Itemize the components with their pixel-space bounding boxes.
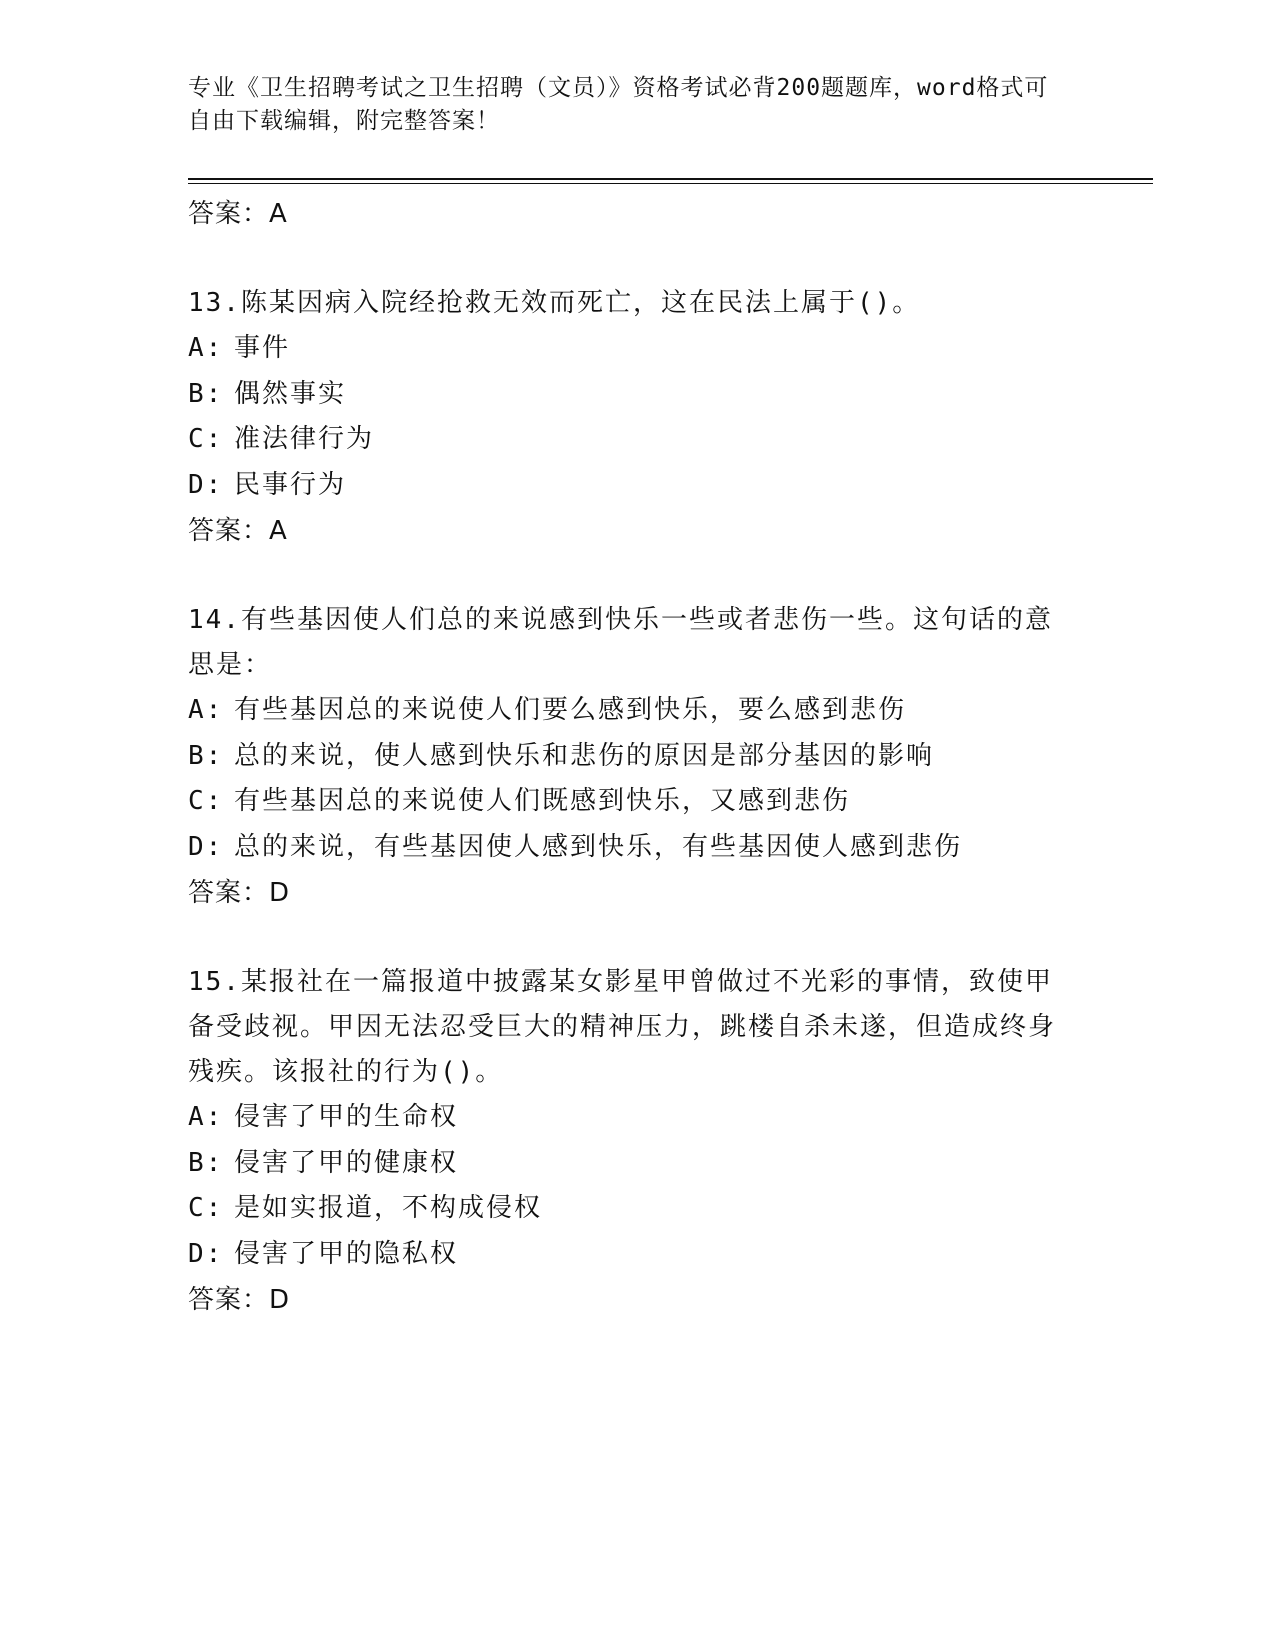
answer-line: 答案：A [188, 199, 288, 229]
option-a [188, 1095, 1088, 1141]
option-text: 民事行为 [234, 469, 347, 500]
option-c [188, 779, 1088, 825]
option-label: A: [188, 695, 224, 725]
option-text: 侵害了甲的隐私权 [234, 1238, 459, 1269]
option-label: C: [188, 1193, 224, 1223]
option-text: 有些基因总的来说使人们要么感到快乐，要么感到悲伤 [234, 695, 907, 725]
option-d [188, 1232, 1088, 1278]
option-text: 有些基因总的来说使人们既感到快乐，又感到悲伤 [234, 786, 851, 816]
option-c [188, 417, 1088, 463]
question-stem: 14.有些基因使人们总的来说感到快乐一些或者悲伤一些。这句话的意思是： [188, 605, 1053, 680]
header-rule-thick [188, 178, 1153, 180]
option-label: D: [188, 1238, 224, 1269]
answer-line: 答案：D [188, 878, 291, 908]
answer-line: 答案：D [188, 1285, 291, 1315]
option-text: 事件 [234, 333, 291, 363]
question-stem: 15.某报社在一篇报道中披露某女影星甲曾做过不光彩的事情，致使甲备受歧视。甲因无法忍受巨大的精神压力，跳楼自杀未遂，但造成终身残疾。该报社的行为()。 [188, 967, 1057, 1087]
option-text: 是如实报道，不构成侵权 [234, 1193, 543, 1223]
option-label: C: [188, 786, 224, 816]
option-label: A: [188, 333, 224, 363]
option-label: B: [188, 1147, 224, 1178]
header-rule-thin [188, 183, 1153, 184]
option-text: 准法律行为 [234, 424, 375, 454]
option-text: 总的来说，有些基因使人感到快乐，有些基因使人感到悲伤 [234, 831, 963, 862]
option-text: 偶然事实 [234, 378, 347, 409]
option-text: 侵害了甲的生命权 [234, 1102, 459, 1132]
option-a [188, 688, 1088, 734]
option-d [188, 825, 1088, 871]
question-stem: 13.陈某因病入院经抢救无效而死亡，这在民法上属于()。 [188, 288, 921, 318]
option-b [188, 1141, 1088, 1187]
option-text: 总的来说，使人感到快乐和悲伤的原因是部分基因的影响 [234, 740, 935, 771]
option-label: B: [188, 740, 224, 771]
option-label: C: [188, 424, 224, 454]
option-text: 侵害了甲的健康权 [234, 1147, 459, 1178]
option-label: B: [188, 378, 224, 409]
option-b [188, 734, 1088, 780]
option-label: D: [188, 469, 224, 500]
question-block [188, 281, 1088, 554]
option-label: A: [188, 1102, 224, 1132]
answer-line: 答案：A [188, 516, 288, 546]
question-list [188, 191, 1088, 1323]
option-d [188, 463, 1088, 509]
option-b [188, 372, 1088, 418]
question-block [188, 960, 1088, 1323]
option-c [188, 1186, 1088, 1232]
option-label: D: [188, 831, 224, 862]
document-header: 专业《卫生招聘考试之卫生招聘（文员）》资格考试必背200题题库，word格式可自由下载编辑，附完整答案！ [188, 75, 1049, 134]
option-a [188, 326, 1088, 372]
question-block [188, 598, 1088, 916]
